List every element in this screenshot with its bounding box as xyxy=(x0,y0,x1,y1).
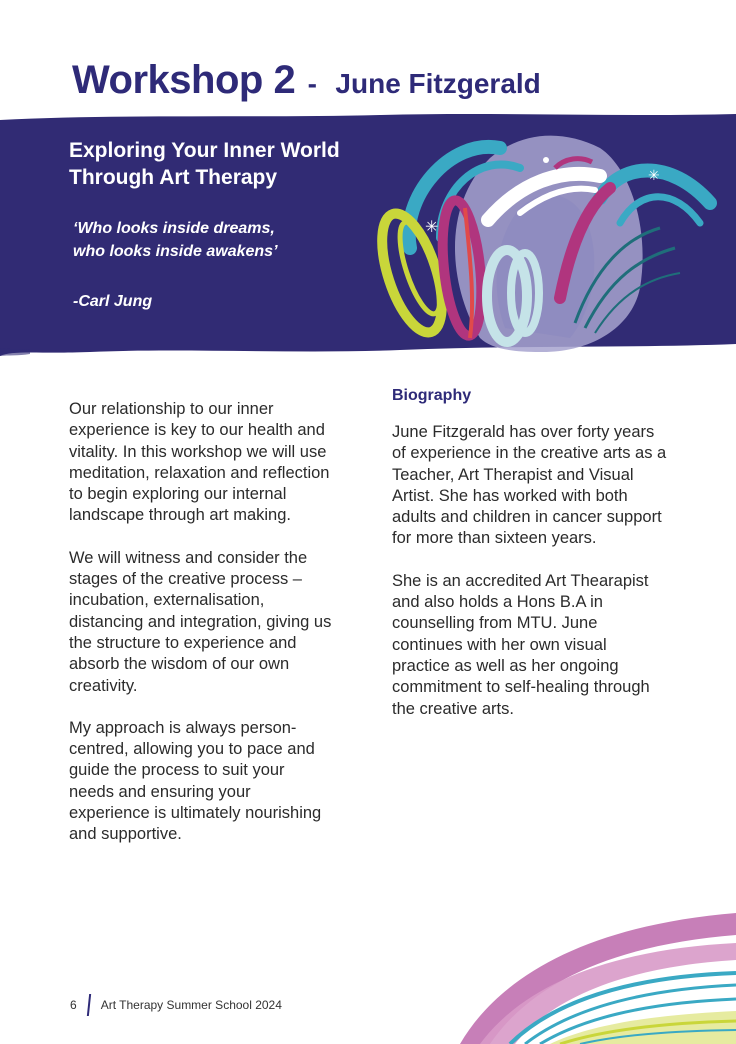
quote-line2: who looks inside awakens’ xyxy=(73,243,278,260)
page-number: 6 xyxy=(70,998,77,1012)
title-separator: - xyxy=(307,68,317,99)
abstract-artwork xyxy=(370,128,720,358)
description-paragraph: My approach is always person-centred, allowing you to pace and guide the process to suit your needs and ensuring your experience is ultimately nourishing and supportive. xyxy=(69,718,322,844)
page-title xyxy=(72,58,541,103)
description-paragraph: Our relationship to our inner experience is key to our health and vitality. In this workshop we will use meditation, relaxation and reflection to begin exploring our internal landscape through art making. xyxy=(69,400,330,525)
biography-paragraph: June Fitzgerald has over forty years of experience in the creative arts as a Teacher, Art Therapist and Visual Artist. She has worked with both adults and children in cancer support for more than sixteen years. xyxy=(392,423,667,548)
workshop-description xyxy=(69,399,334,867)
quote xyxy=(73,217,373,263)
footer-divider xyxy=(87,994,91,1016)
description-paragraph: We will witness and consider the stages of the creative process – incubation, externalisation, distancing and integration, giving us the structure to experience and absorb the wisdom of our own creativity. xyxy=(69,548,332,695)
footer xyxy=(70,994,282,1016)
biography-heading: Biography xyxy=(392,387,472,404)
biography-paragraph: She is an accredited Art Thearapist and also holds a Hons B.A in counselling from MTU. June continues with her own visual practice as well as her ongoing commitment to self-healing through the creative arts. xyxy=(392,571,650,718)
banner-heading xyxy=(69,137,389,191)
sparkle-icon: ✳ xyxy=(425,217,439,236)
workshop-title: Workshop 2 xyxy=(72,58,296,102)
sparkle-icon: ✳ xyxy=(648,168,660,184)
banner-heading-line1: Exploring Your Inner World xyxy=(69,139,340,162)
publication-title: Art Therapy Summer School 2024 xyxy=(100,998,282,1012)
quote-author: -Carl Jung xyxy=(73,293,153,310)
presenter-name: June Fitzgerald xyxy=(335,68,541,99)
corner-brushstroke-art xyxy=(440,905,736,1044)
banner-heading-line2: Through Art Therapy xyxy=(69,166,278,189)
biography-section xyxy=(392,387,667,741)
quote-line1: ‘Who looks inside dreams, xyxy=(73,220,275,237)
